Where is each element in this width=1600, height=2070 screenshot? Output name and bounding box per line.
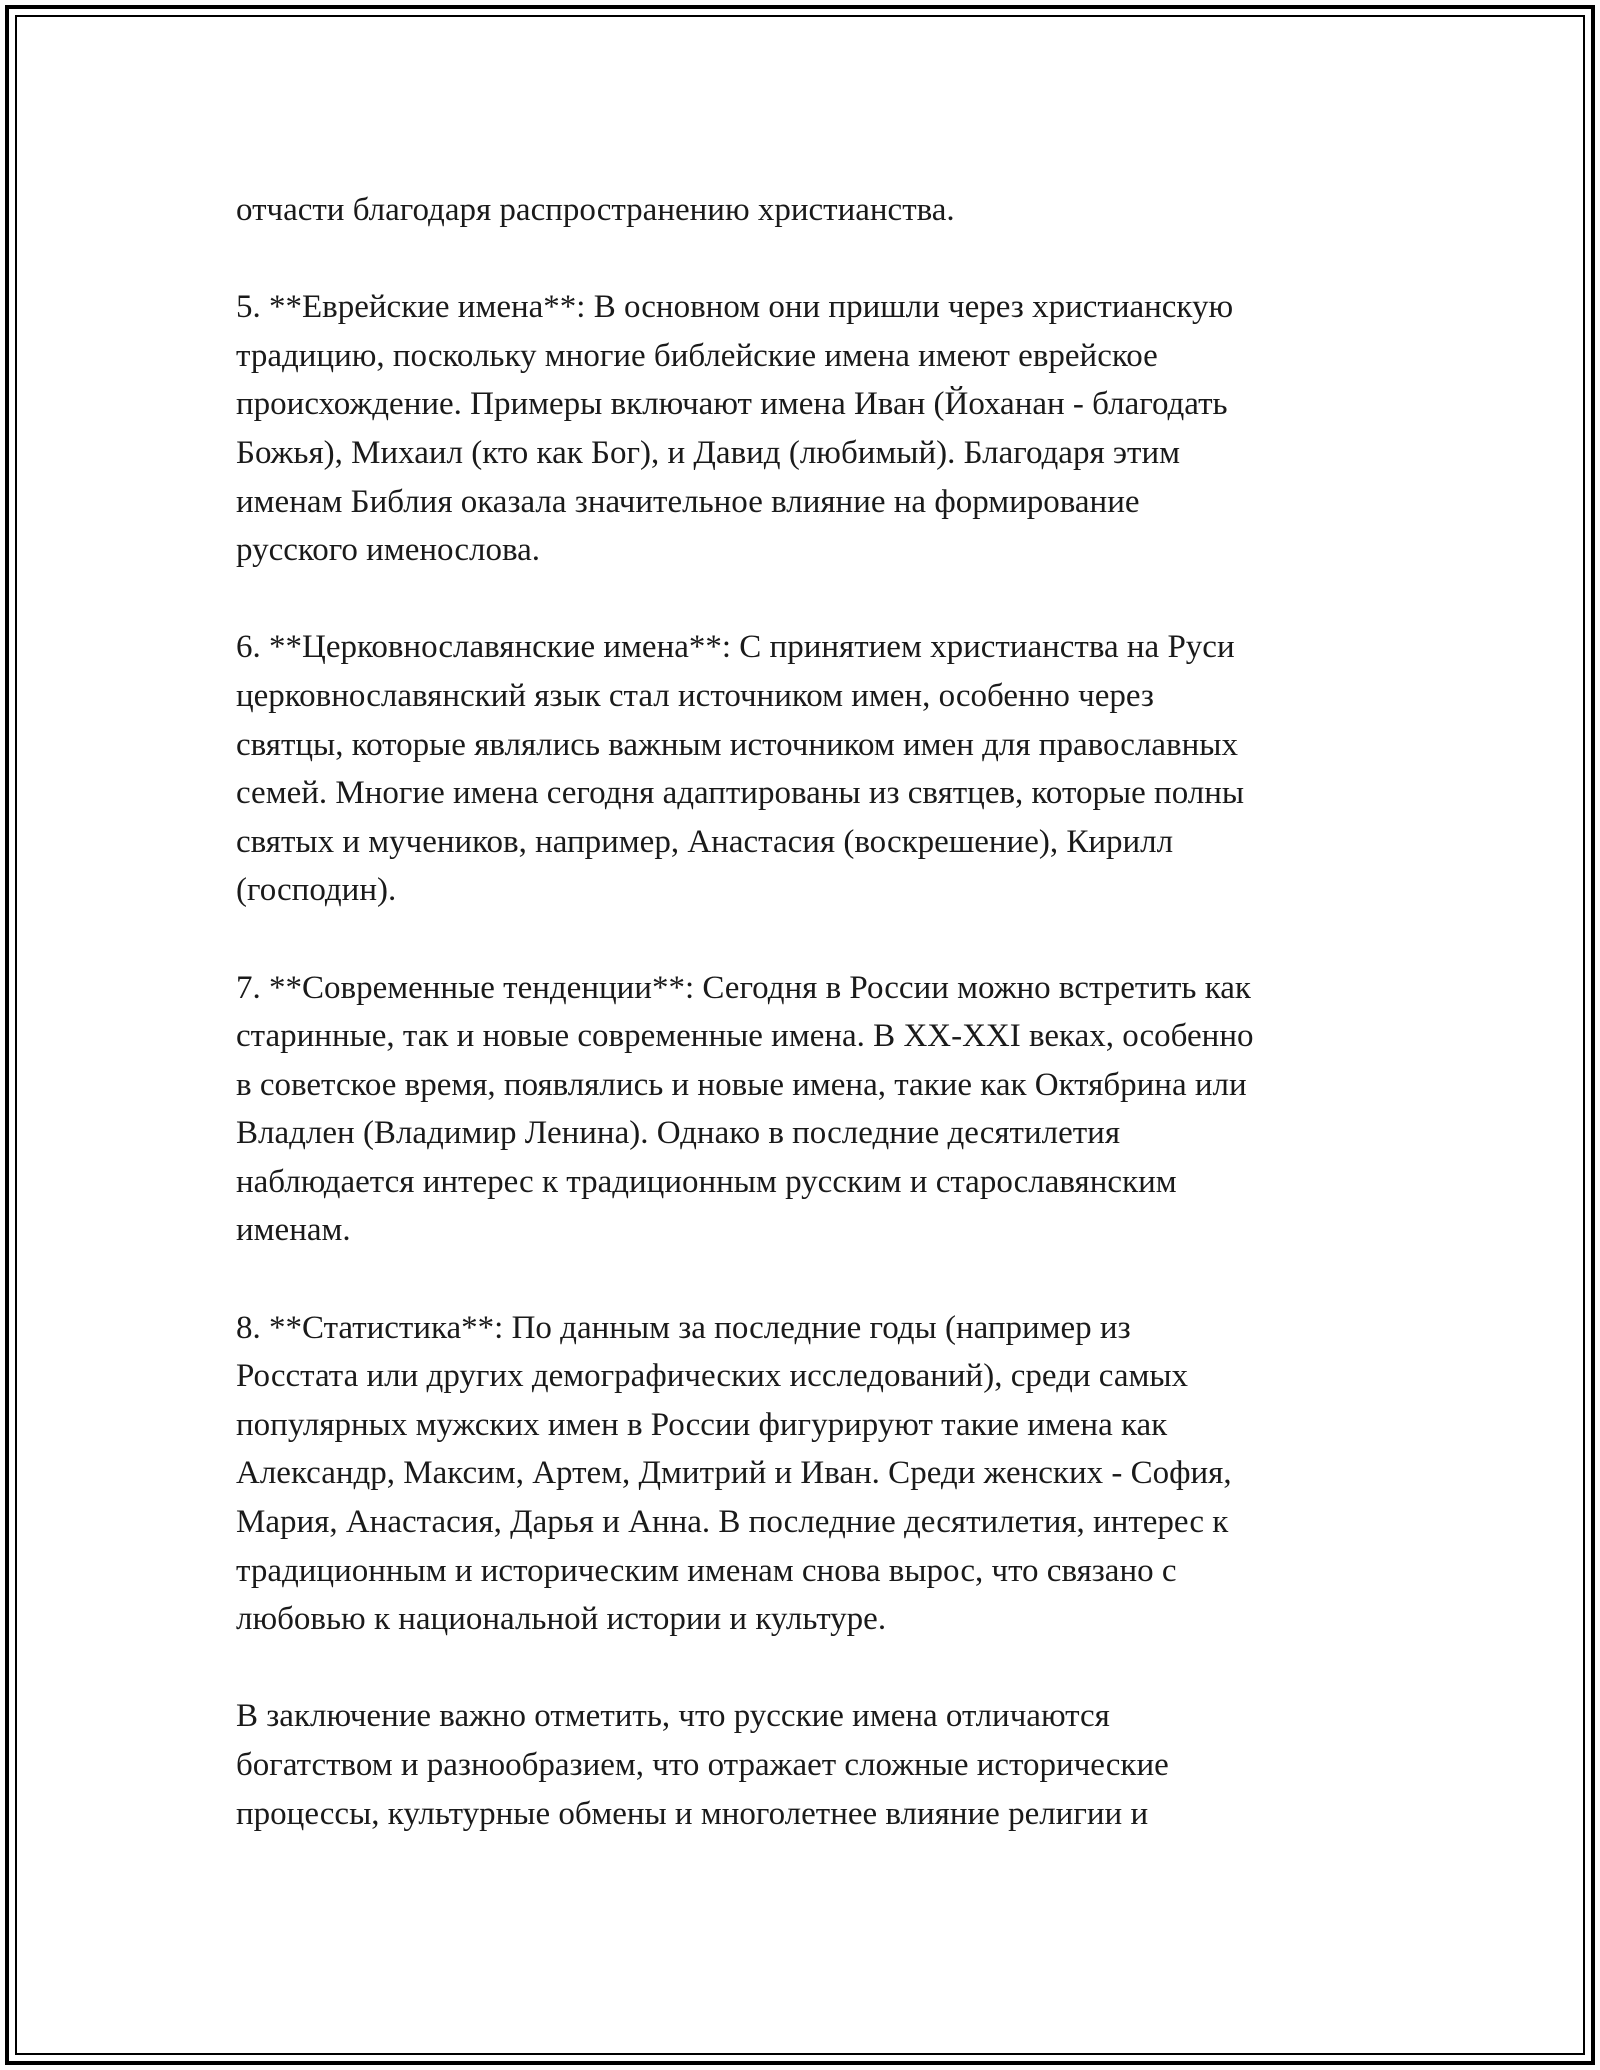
paragraph-intro-continuation: отчасти благодаря распространению христианства. [236, 192, 955, 228]
paragraph-modern-trends: 7. **Современные тенденции**: Сегодня в России можно встретить как старинные, так и новые современные имена. В XX-XXI веках, особенно в советское время, появлялись и новые имена, такие как Октябрина или Владлен (Владимир Ленина). Однако в последние десятилетия наблюдается интерес к традиционным русским и старославянским именам. [236, 969, 1254, 1249]
paragraph-statistics: 8. **Статистика**: По данным за последние годы (например из Росстата или других демографических исследований), среди самых популярных мужских имен в России фигурируют такие имена как Александр, Максим, Артем, Дмитрий и Иван. Среди женских - София, Мария, Анастасия, Дарья и Анна. В последние десятилетия, интерес к традиционным и историческим именам снова вырос, что связано с любовью к национальной истории и культуре. [236, 1309, 1232, 1638]
document-body [236, 186, 1396, 1838]
paragraph-conclusion: В заключение важно отметить, что русские имена отличаются богатством и разнообразием, что отражает сложные исторические процессы, культурные обмены и многолетнее влияние религии и [236, 1698, 1169, 1832]
paragraph-church-slavonic-names: 6. **Церковнославянские имена**: С принятием христианства на Руси церковнославянский язык стал источником имен, особенно через святцы, которые являлись важным источником имен для православных семей. Многие имена сегодня адаптированы из святцев, которые полны святых и мучеников, например, Анастасия (воскрешение), Кирилл (господин). [236, 629, 1245, 909]
paragraph-jewish-names: 5. **Еврейские имена**: В основном они пришли через христианскую традицию, поскольку многие библейские имена имеют еврейское происхождение. Примеры включают имена Иван (Йоханан - благодать Божья), Михаил (кто как Бог), и Давид (любимый). Благодаря этим именам Библия оказала значительное влияние на формирование русского именослова. [236, 289, 1234, 569]
